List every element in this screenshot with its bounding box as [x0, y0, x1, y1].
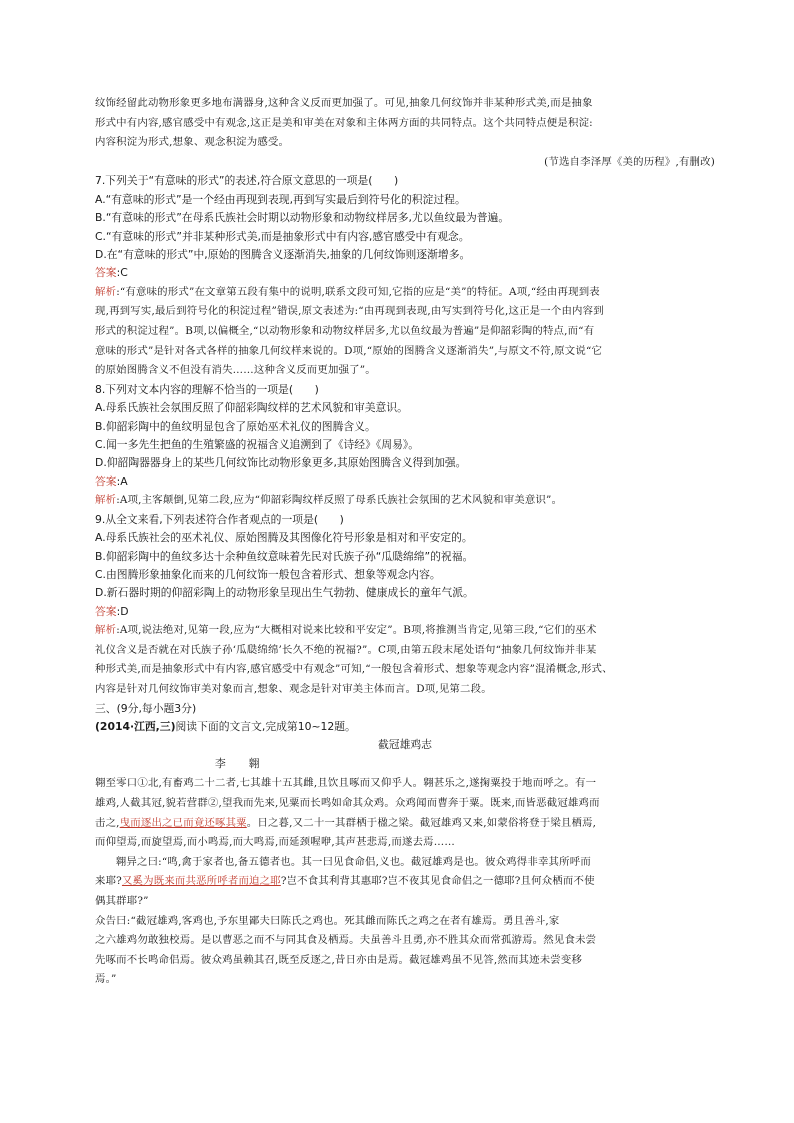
passage-line: 形式中有内容,感官感受中有观念,这正是美和审美在对象和主体两方面的共同特点。这个共同特点便是积淀:: [95, 116, 593, 129]
text-line: 众告曰:“截冠雄鸡,客鸡也,予东里鄙夫曰陈氏之鸡也。死其雌而陈氏之鸡之在者有雄焉。勇且善斗,家: [95, 914, 560, 927]
analysis-line: 解析:“有意味的形式”在文章第五段有集中的说明,联系文段可知,它指的应是“美”的特征。A项,“经由再现到表: [95, 285, 600, 298]
analysis-line: 形式的积淀过程”。B项,以偏概全,“以动物形象和动物纹样居多,尤以鱼纹最为普遍”是仰韶彩陶的特点,而“有: [95, 325, 595, 337]
passage-source: (节选自李泽厚《美的历程》,有删改): [544, 155, 715, 168]
option-d: D.新石器时期的仰韶彩陶上的动物形象呈现出生气勃勃、健康成长的童年气派。: [95, 586, 474, 600]
answer: [95, 264, 715, 282]
answer-label: 答案: [95, 266, 117, 280]
passage-line: 内容积淀为形式,想象、观念积淀为感受。: [95, 136, 290, 149]
text-line: 击之,曳而逐出之已而竟还啄其粟。日之暮,又二十一其群栖于楹之梁。截冠雄鸡又来,如蒙俗将登于梁且栖焉,: [95, 816, 597, 829]
option-b: B.“有意味的形式”在母系氏族社会时期以动物形象和动物纹样居多,尤以鱼纹最为普遍。: [95, 211, 510, 225]
analysis-line: 礼仪含义是否就在对氏族子孙‘瓜瓞绵绵’长久不绝的祝福?”。C项,由第五段末尾处语句“抽象几何纹饰并非某: [95, 643, 597, 656]
passage-ending: [95, 94, 715, 172]
text-line: 之六雄鸡勿敢独校焉。是以曹恶之而不与同其食及栖焉。夫虽善斗且勇,亦不胜其众而常孤游焉。然见食未尝: [95, 934, 597, 947]
analysis-line: 现,再到写实,最后到符号化的积淀过程”错误,原文表述为:“由再现到表现,由写实到符号化,这正是一个由内容到: [95, 305, 604, 318]
text-line: 偶其群耶?”: [95, 895, 149, 907]
answer: [95, 603, 715, 621]
analysis-line: 内容是针对几何纹饰审美对象而言,想象、观念是针对审美主体而言。D项,见第二段。: [95, 683, 492, 696]
text-line: 雄鸡,人截其冠,貌若营群②,望我而先来,见粟而长鸣如命其众鸡。众鸡闻而曹奔于粟。既来,而皆恶截冠雄鸡而: [95, 797, 600, 810]
analysis-label: 解析: [95, 285, 117, 298]
question-7: [95, 172, 715, 380]
question-stem: 9.从全文来看,下列表述符合作者观点的一项是( ): [95, 512, 344, 526]
section-intro: (2014·江西,三)阅读下面的文言文,完成第10~12题。: [95, 720, 356, 734]
underlined-sentence: 又奚为既来而共恶所呼者而迫之耶: [121, 875, 281, 888]
text-line: 翱异之曰:“鸣,禽于家者也,备五德者也。其一曰见食命侣,义也。截冠雄鸡是也。彼众鸡得非幸其所呼而: [115, 855, 591, 868]
option-c: C.闻一多先生把鱼的生殖繁盛的祝福含义追溯到了《诗经》《周易》。: [95, 438, 420, 451]
analysis-line: 意味的形式”是针对各式各样的抽象几何纹样来说的。D项,“原始的图腾含义逐渐消失”,与原文不符,原文说“它: [95, 344, 603, 357]
classical-author: 李 翱: [215, 757, 266, 771]
underlined-sentence: 曳而逐出之已而竟还啄其粟: [119, 816, 247, 829]
option-c: C.“有意味的形式”并非某种形式美,而是抽象形式中有内容,感官感受中有观念。: [95, 229, 470, 243]
answer: [95, 473, 715, 491]
answer-value: :A: [116, 474, 128, 488]
text-line: 先啄而不长鸣命侣焉。彼众鸡虽赖其召,既至反逐之,昔日亦由是焉。截冠雄鸡虽不见答,然而其迹未尝变移: [95, 953, 583, 966]
option-d: D.仰韶陶器器身上的某些几何纹饰比动物形象更多,其原始图腾含义得到加强。: [95, 456, 467, 470]
analysis-label: 解析: [95, 624, 117, 637]
option-a: A.“有意味的形式”是一个经由再现到表现,再到写实最后到符号化的积淀过程。: [95, 192, 466, 206]
analysis-line: 的原始图腾含义不但没有消失……这种含义反而更加强了”。: [95, 364, 376, 377]
classical-text: [95, 774, 715, 990]
option-d: D.在“有意味的形式”中,原始的图腾含义逐渐消失,抽象的几何纹饰则逐渐增多。: [95, 248, 471, 261]
option-b: B.仰韶彩陶中的鱼纹多达十余种鱼纹意味着先民对氏族子孙“瓜瓞绵绵”的祝福。: [95, 549, 474, 563]
text-line: 翱至零口①北,有畜鸡二十二者,七其雄十五其雌,且饮且啄而又仰乎人。翱甚乐之,遂掬粟投于地而呼之。有一: [95, 777, 597, 790]
question-8: [95, 381, 715, 511]
answer-value: :C: [116, 266, 128, 280]
classical-title: 截冠雄鸡志: [378, 738, 432, 752]
analysis: [95, 491, 715, 511]
document-page: [95, 94, 715, 990]
option-b: B.仰韶彩陶中的鱼纹明显包含了原始巫术礼仪的图腾含义。: [95, 419, 376, 433]
analysis: [95, 283, 715, 381]
analysis-label: 解析: [95, 494, 117, 507]
question-stem: 8.下列对文本内容的理解不恰当的一项是( ): [95, 382, 319, 396]
option-a: A.母系氏族社会的巫术礼仪、原始图腾及其图像化符号形象是相对和平安定的。: [95, 531, 473, 545]
answer-label: 答案: [95, 604, 117, 618]
analysis: [95, 621, 715, 699]
answer-label: 答案: [95, 474, 117, 488]
analysis-line: 解析:A项,主客颠倒,见第二段,应为“仰韶彩陶纹样反照了母系氏族社会氛围的艺术风貌和审美意识”。: [95, 494, 563, 507]
analysis-line: 种形式美,而是抽象形式中有内容,感官感受中有观念”可知,“一般包含着形式、想象等观念内容”混淆概念,形式、: [95, 663, 613, 676]
option-a: A.母系氏族社会氛围反照了仰韶彩陶纹样的艺术风貌和审美意识。: [95, 401, 408, 415]
question-9: [95, 511, 715, 700]
passage-line: 纹饰经留此动物形象更多地布满器身,这种含义反而更加强了。可见,抽象几何纹饰并非某种形式美,而是抽象: [95, 97, 593, 109]
analysis-line: 解析:A项,说法绝对,见第一段,应为“大概相对说来比较和平安定”。B项,将推测当肯定,见第三段,“它们的巫术: [95, 624, 597, 637]
question-stem: 7.下列关于“有意味的形式”的表述,符合原文意思的一项是( ): [95, 174, 399, 188]
answer-value: :D: [116, 604, 129, 618]
source-tag: (2014·江西,三): [95, 720, 176, 734]
text-line: 而仰望焉,而旋望焉,而小鸣焉,而大鸣焉,而延颈喔咿,其声甚悲焉,而遂去焉……: [95, 836, 455, 849]
text-line: 来耶?又奚为既来而共恶所呼者而迫之耶?岂不食其利背其惠耶?岂不夜其见食命侣之一德耶?且何众栖而不使: [95, 875, 595, 888]
section-3: [95, 700, 715, 775]
text-line: 焉。”: [95, 973, 117, 986]
section-heading: 三、(9分,每小题3分): [95, 701, 197, 715]
option-c: C.由图腾形象抽象化而来的几何纹饰一般包含着形式、想象等观念内容。: [95, 568, 441, 582]
